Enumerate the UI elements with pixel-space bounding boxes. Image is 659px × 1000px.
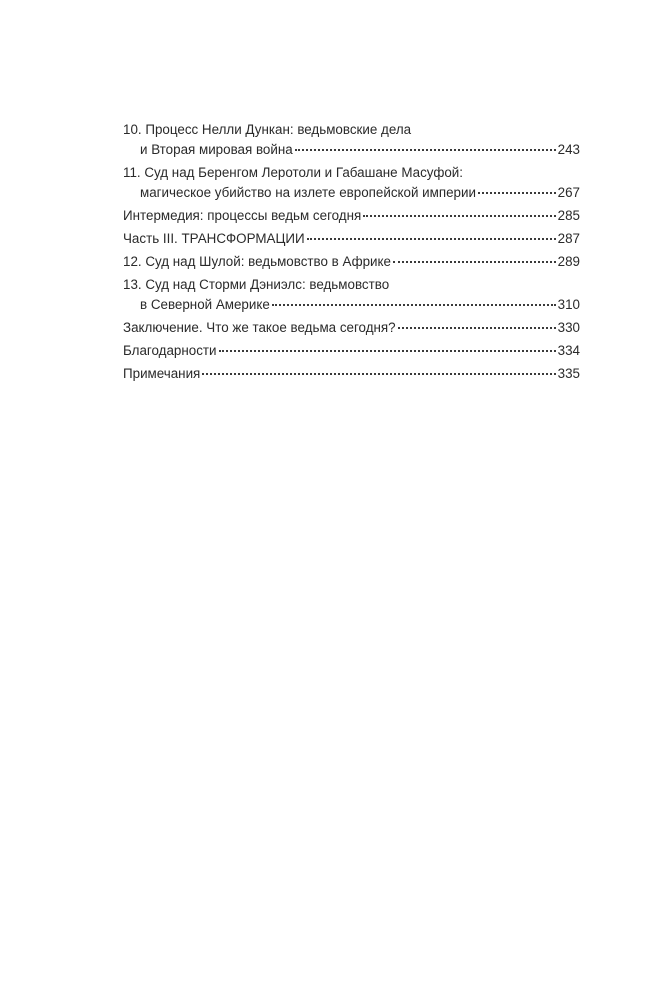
dot-leader — [393, 261, 556, 263]
toc-entry-title-line1: 13. Суд над Сторми Дэниэлс: ведьмовство — [123, 277, 390, 292]
toc-entry-title: Заключение. Что же такое ведьма сегодня? — [123, 320, 396, 335]
toc-page-number: 289 — [557, 254, 580, 269]
toc-page-number: 334 — [557, 343, 580, 358]
dot-leader — [272, 304, 556, 306]
toc-entry-title-line2: и Вторая мировая война — [140, 142, 293, 157]
toc-page-number: 243 — [557, 142, 580, 157]
table-of-contents — [123, 120, 580, 387]
toc-entry-chapter-10[interactable] — [123, 120, 580, 160]
toc-entry-chapter-11[interactable] — [123, 163, 580, 203]
toc-entry-intermedia[interactable] — [123, 206, 580, 226]
dot-leader — [202, 373, 555, 375]
toc-entry-title: Интермедия: процессы ведьм сегодня — [123, 208, 362, 223]
toc-entry-notes[interactable] — [123, 364, 580, 384]
toc-page-number: 335 — [557, 366, 580, 381]
dot-leader — [363, 215, 555, 217]
toc-entry-acknowledgements[interactable] — [123, 341, 580, 361]
toc-entry-part-3[interactable] — [123, 229, 580, 249]
dot-leader — [478, 192, 556, 194]
toc-page-number: 330 — [557, 320, 580, 335]
dot-leader — [295, 149, 556, 151]
toc-entry-title-line1: 11. Суд над Беренгом Леротоли и Габашане Масуфой: — [123, 165, 464, 180]
toc-entry-title: Часть III. ТРАНСФОРМАЦИИ — [123, 231, 305, 246]
dot-leader — [307, 238, 556, 240]
toc-entry-chapter-13[interactable] — [123, 275, 580, 315]
toc-entry-conclusion[interactable] — [123, 318, 580, 338]
toc-page-number: 267 — [557, 185, 580, 200]
toc-entry-title-line1: 10. Процесс Нелли Дункан: ведьмовские дела — [123, 122, 412, 137]
dot-leader — [219, 350, 556, 352]
dot-leader — [398, 327, 556, 329]
toc-entry-title: Примечания — [123, 366, 201, 381]
toc-entry-title: 12. Суд над Шулой: ведьмовство в Африке — [123, 254, 391, 269]
toc-entry-chapter-12[interactable] — [123, 252, 580, 272]
toc-entry-title-line2: в Северной Америке — [140, 297, 270, 312]
toc-page-number: 287 — [557, 231, 580, 246]
toc-page-number: 310 — [557, 297, 580, 312]
toc-entry-title-line2: магическое убийство на излете европейской империи — [140, 185, 476, 200]
toc-page-number: 285 — [557, 208, 580, 223]
toc-entry-title: Благодарности — [123, 343, 217, 358]
